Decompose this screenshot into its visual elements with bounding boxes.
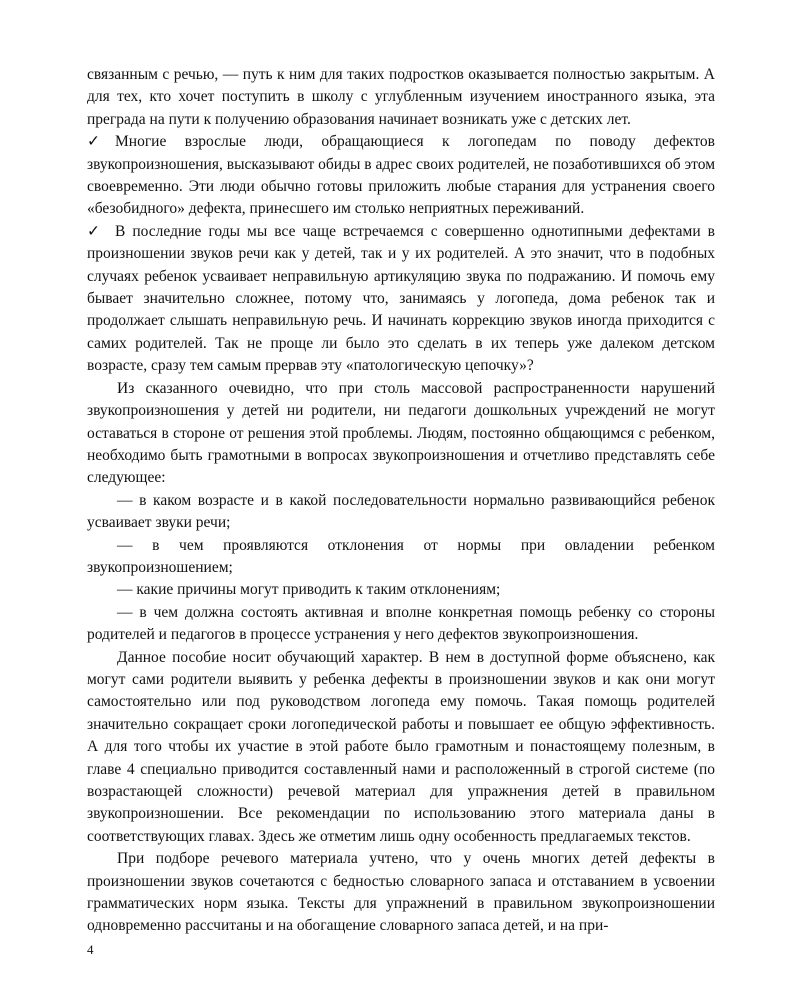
paragraph-text: При подборе речевого материала учтено, что у очень многих детей дефекты в произношении звуков сочетаются с бедностью словарного запаса и отставанием в усвоении грамматических норм языка. Тексты для упражнений в правильном звукопроизношении одновременно рассчитаны и на обогащение словарного запаса детей, и на при- xyxy=(87,850,715,935)
list-item-text: — в чем проявляются отклонения от нормы при овладении ребенком звукопроизношением; xyxy=(87,536,715,576)
bullet-paragraph-recent-years xyxy=(87,221,715,378)
dash-list-item xyxy=(87,602,715,647)
dash-list-item xyxy=(87,490,715,535)
paragraph-text: Многие взрослые люди, обращающиеся к логопедам по поводу дефектов звукопроизношения, высказывают обиды в адрес своих родителей, не позаботившихся об этом своевременно. Эти люди обычно готовы приложить любые старания для устранения своего «безобидного» дефекта, принесшего им столько неприятных переживаний. xyxy=(87,133,715,218)
list-item-text: — в каком возрасте и в какой последовательности нормально развивающийся ребенок усваивает звуки речи; xyxy=(87,491,715,532)
dash-list-item xyxy=(87,579,715,601)
dash-list-item xyxy=(87,535,715,580)
paragraph-speech-material xyxy=(87,848,715,938)
checkmark-icon: ✓ xyxy=(87,133,100,151)
page-body xyxy=(87,64,715,938)
paragraph-intro-continuation xyxy=(87,64,715,131)
bullet-paragraph-adults xyxy=(87,131,715,221)
paragraph-text: связанным с речью, — путь к ним для таких подростков оказывается полностью закрытым. А для тех, кто хочет поступить в школу с углубленным изучением иностранного языка, эта преграда на пути к получению образования начинает возникать уже с детских лет. xyxy=(87,66,715,128)
page-number: 4 xyxy=(87,942,94,957)
paragraph-text: В последние годы мы все чаще встречаемся с совершенно однотипными дефектами в произношении звуков речи как у детей, так и у их родителей. А это значит, что в подобных случаях ребенок усваивает неправильную артикуляцию звука по подражанию. И помочь ему бывает значительно сложнее, потому что, занимаясь у логопеда, дома ребенок так и продолжает слышать неправильную речь. И начинать коррекцию звуков иногда приходится с самих родителей. Так не проще ли было это сделать в их теперь уже далеком детском возрасте, сразу тем самым прервав эту «патологическую цепочку»? xyxy=(87,222,715,375)
paragraph-manual-description xyxy=(87,647,715,849)
paragraph-text: Данное пособие носит обучающий характер. В нем в доступной форме объяснено, как могут сами родители выявить у ребенка дефекты в произношении звуков и как они могут самостоятельно или под руководством логопеда ему помочь. Такая помощь родителей значительно сокращает сроки логопедической работы и повышает ее общую эффективность. А для того чтобы их участие в этой работе было грамотным и понастоящему полезным, в главе 4 специально приводится составленный нами и расположенный в строгой системе (по возрастающей сложности) речевой материал для упражнения детей в правильном звукопроизношении. Все рекомендации по использованию этого материала даны в соответствующих главах. Здесь же отметим лишь одну особенность предлагаемых текстов. xyxy=(87,648,715,845)
list-item-text: — какие причины могут приводить к таким отклонениям; xyxy=(117,581,501,599)
paragraph-text: Из сказанного очевидно, что при столь массовой распространенности нарушений звукопроизношения у детей ни родители, ни педагоги дошкольных учреждений не могут оставаться в стороне от решения этой проблемы. Людям, постоянно общающимся с ребенком, необходимо быть грамотными в вопросах звукопроизношения и отчетливо представлять себе следующее: xyxy=(87,379,715,487)
checkmark-icon: ✓ xyxy=(87,222,100,240)
list-item-text: — в чем должна состоять активная и вполне конкретная помощь ребенку со стороны родителей и педагогов в процессе устранения у него дефектов звукопроизношения. xyxy=(87,603,715,644)
paragraph-conclusion xyxy=(87,378,715,490)
